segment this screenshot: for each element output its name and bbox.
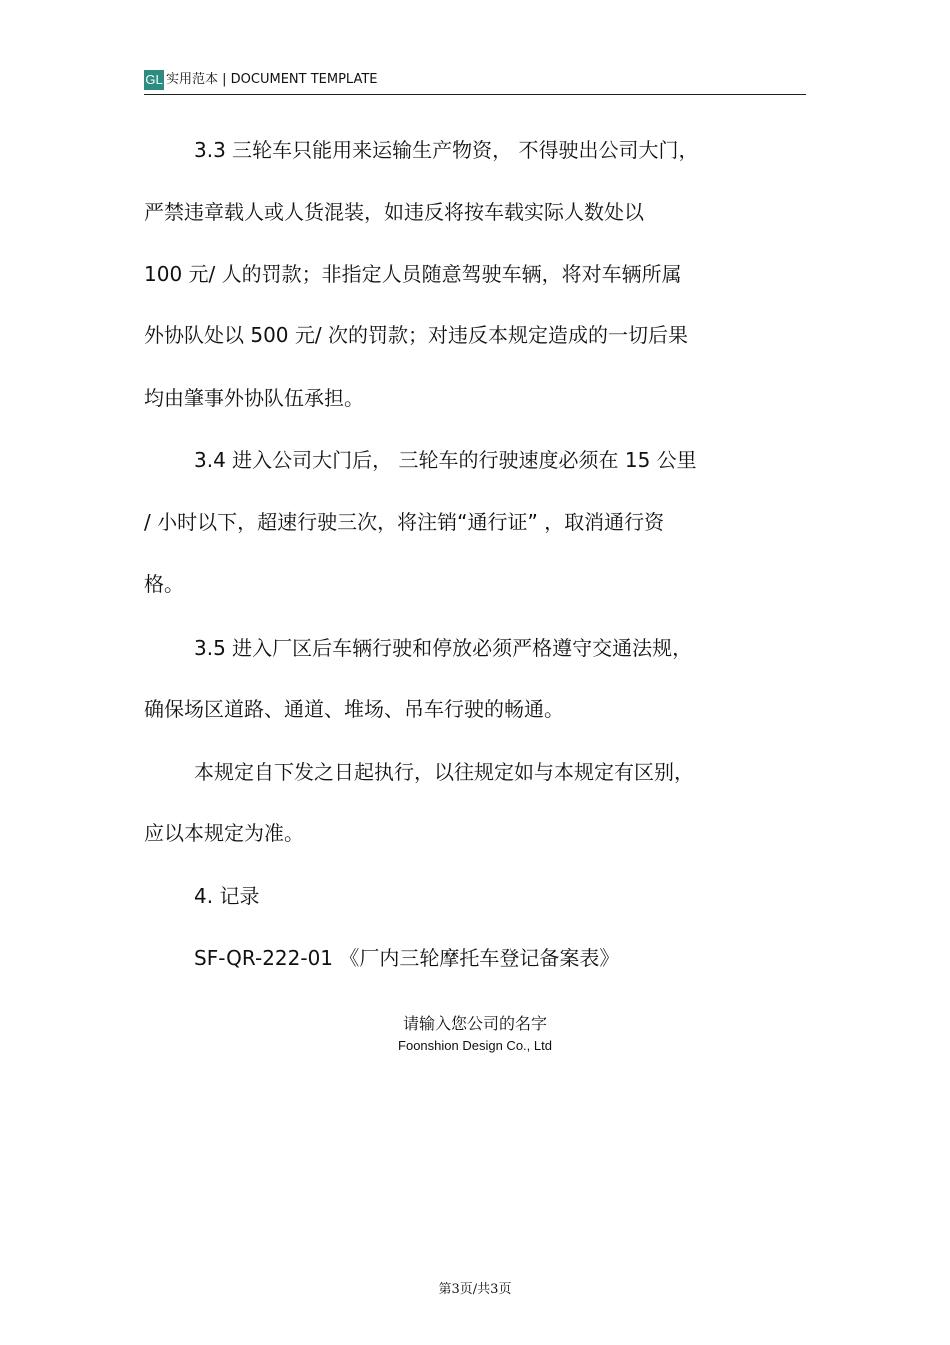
- paragraph-line: 3.3 三轮车只能用来运输生产物资， 不得驶出公司大门，: [194, 138, 699, 162]
- paragraph-line: 100 元/ 人的罚款；非指定人员随意驾驶车辆，将对车辆所属: [144, 262, 682, 286]
- logo-badge: GL: [144, 70, 164, 90]
- paragraph-line: 均由肇事外协队伍承担。: [144, 386, 364, 410]
- company-name-placeholder: 请输入您公司的名字: [402, 1014, 547, 1033]
- paragraph-line: 外协队处以 500 元/ 次的罚款；对违反本规定造成的一切后果: [144, 323, 688, 347]
- paragraph-line: 3.4 进入公司大门后， 三轮车的行驶速度必须在 15 公里: [194, 448, 697, 472]
- paragraph-line: 3.5 进入厂区后车辆行驶和停放必须严格遵守交通法规，: [194, 636, 693, 660]
- paragraph-line: / 小时以下，超速行驶三次，将注销“通行证” ，取消通行资: [144, 510, 665, 534]
- header-title: 实用范本 | DOCUMENT TEMPLATE: [166, 72, 378, 87]
- section-heading: 4. 记录: [194, 884, 260, 908]
- record-form-reference: SF-QR-222-01 《厂内三轮摩托车登记备案表》: [194, 946, 620, 970]
- company-english-name: Foonshion Design Co., Ltd: [398, 1038, 552, 1053]
- paragraph-line: 应以本规定为准。: [144, 821, 304, 845]
- paragraph-line: 严禁违章载人或人货混装，如违反将按车载实际人数处以: [144, 200, 644, 224]
- paragraph-line: 格。: [144, 572, 184, 596]
- paragraph-line: 本规定自下发之日起执行，以往规定如与本规定有区别，: [194, 760, 694, 784]
- page-number: 第3页/共3页: [438, 1282, 512, 1297]
- document-header: [144, 70, 806, 95]
- paragraph-line: 确保场区道路、通道、堆场、吊车行驶的畅通。: [144, 697, 564, 721]
